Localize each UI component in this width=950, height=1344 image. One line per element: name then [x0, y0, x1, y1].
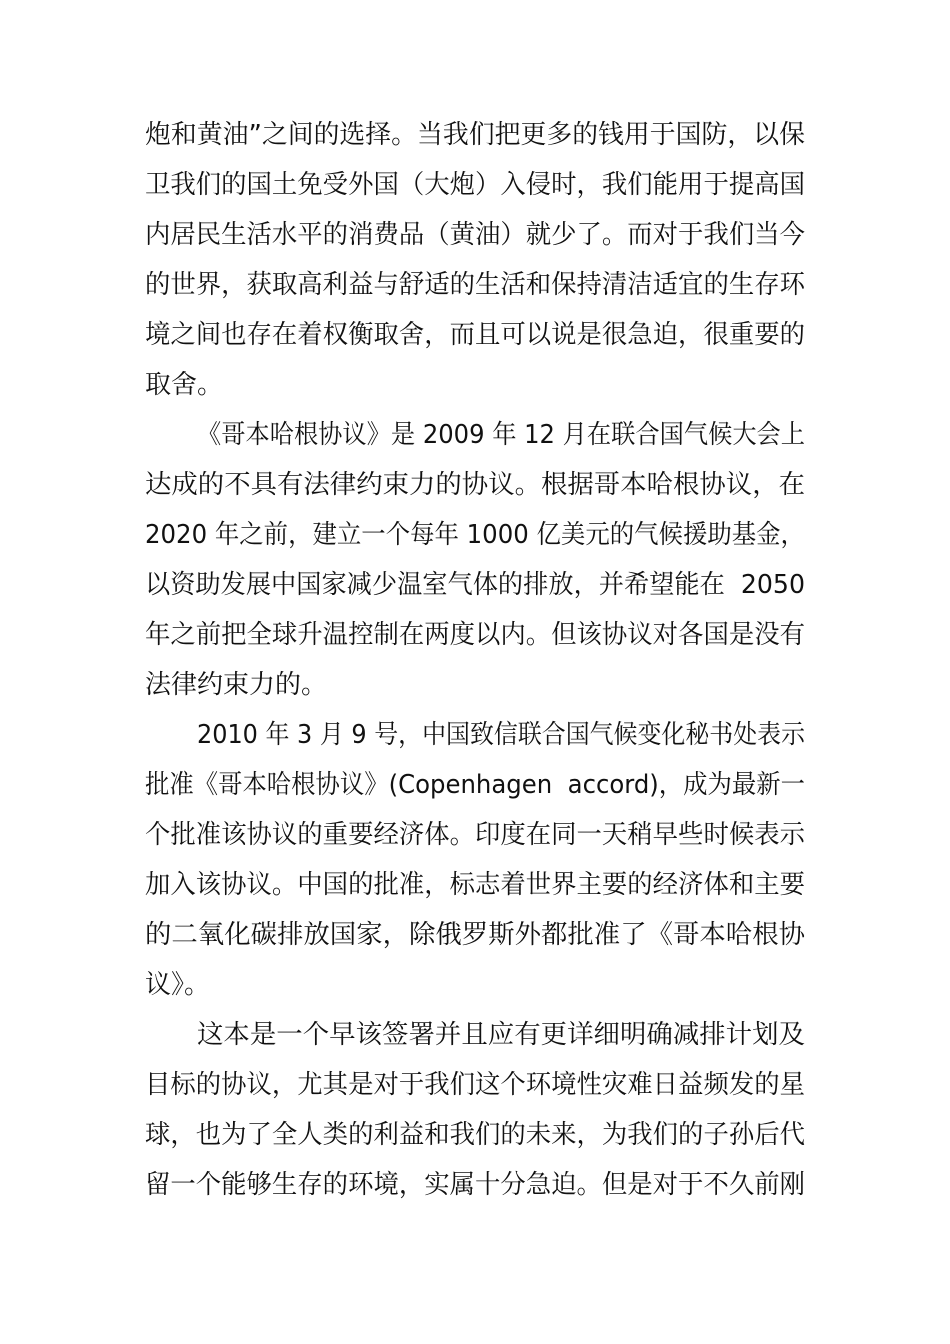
paragraph-first-line [0, 410, 950, 460]
text-line [0, 510, 950, 560]
line-text: 球，也为了全人类的利益和我们的未来，为我们的子孙后代 [145, 1120, 805, 1150]
line-text: 炮和黄油”之间的选择。当我们把更多的钱用于国防，以保 [145, 120, 805, 150]
text-line [0, 910, 950, 960]
line-text: 2020 年之前，建立一个每年 1000 亿美元的气候援助基金， [145, 520, 805, 550]
text-line [0, 260, 950, 310]
line-text: 内居民生活水平的消费品（黄油）就少了。而对于我们当今 [145, 220, 805, 250]
line-text: 留一个能够生存的环境，实属十分急迫。但是对于不久前刚 [145, 1170, 805, 1200]
paragraph-first-line [0, 710, 950, 760]
text-line [0, 810, 950, 860]
line-text: 法律约束力的。 [145, 670, 328, 700]
text-line-last [0, 660, 950, 710]
text-line [0, 310, 950, 360]
line-text: 年之前把全球升温控制在两度以内。但该协议对各国是没有 [145, 620, 805, 650]
text-line [0, 1160, 950, 1210]
text-line [0, 560, 950, 610]
line-text: 《哥本哈根协议》是 2009 年 12 月在联合国气候大会上 [197, 420, 806, 450]
line-text: 目标的协议，尤其是对于我们这个环境性灾难日益频发的星 [145, 1070, 805, 1100]
paragraph-first-line [0, 1010, 950, 1060]
text-line [0, 160, 950, 210]
line-text: 个批准该协议的重要经济体。印度在同一天稍早些时候表示 [145, 820, 805, 850]
line-text: 的二氧化碳排放国家，除俄罗斯外都批准了《哥本哈根协 [145, 920, 806, 950]
line-text: 达成的不具有法律约束力的协议。根据哥本哈根协议，在 [145, 470, 806, 500]
text-line [0, 760, 950, 810]
text-line-last [0, 960, 950, 1010]
text-line [0, 860, 950, 910]
line-text: 境之间也存在着权衡取舍，而且可以说是很急迫，很重要的 [145, 320, 805, 350]
line-text: 批准《哥本哈根协议》(Copenhagen accord)，成为最新一 [145, 770, 805, 800]
line-text: 加入该协议。中国的批准，标志着世界主要的经济体和主要 [145, 870, 805, 900]
text-line-last [0, 360, 950, 410]
line-text: 以资助发展中国家减少温室气体的排放，并希望能在 2050 [145, 570, 806, 600]
text-line [0, 610, 950, 660]
text-line [0, 460, 950, 510]
line-text: 议》。 [145, 970, 211, 1000]
line-text: 的世界，获取高利益与舒适的生活和保持清洁适宜的生存环 [145, 270, 805, 300]
text-line [0, 1110, 950, 1160]
text-line [0, 110, 950, 160]
line-text: 取舍。 [145, 370, 224, 400]
line-text: 卫我们的国土免受外国（大炮）入侵时，我们能用于提高国 [145, 170, 805, 200]
line-text: 2010 年 3 月 9 号，中国致信联合国气候变化秘书处表示 [197, 720, 805, 750]
text-line [0, 1060, 950, 1110]
line-text: 这本是一个早该签署并且应有更详细明确减排计划及 [197, 1020, 806, 1050]
text-line [0, 210, 950, 260]
